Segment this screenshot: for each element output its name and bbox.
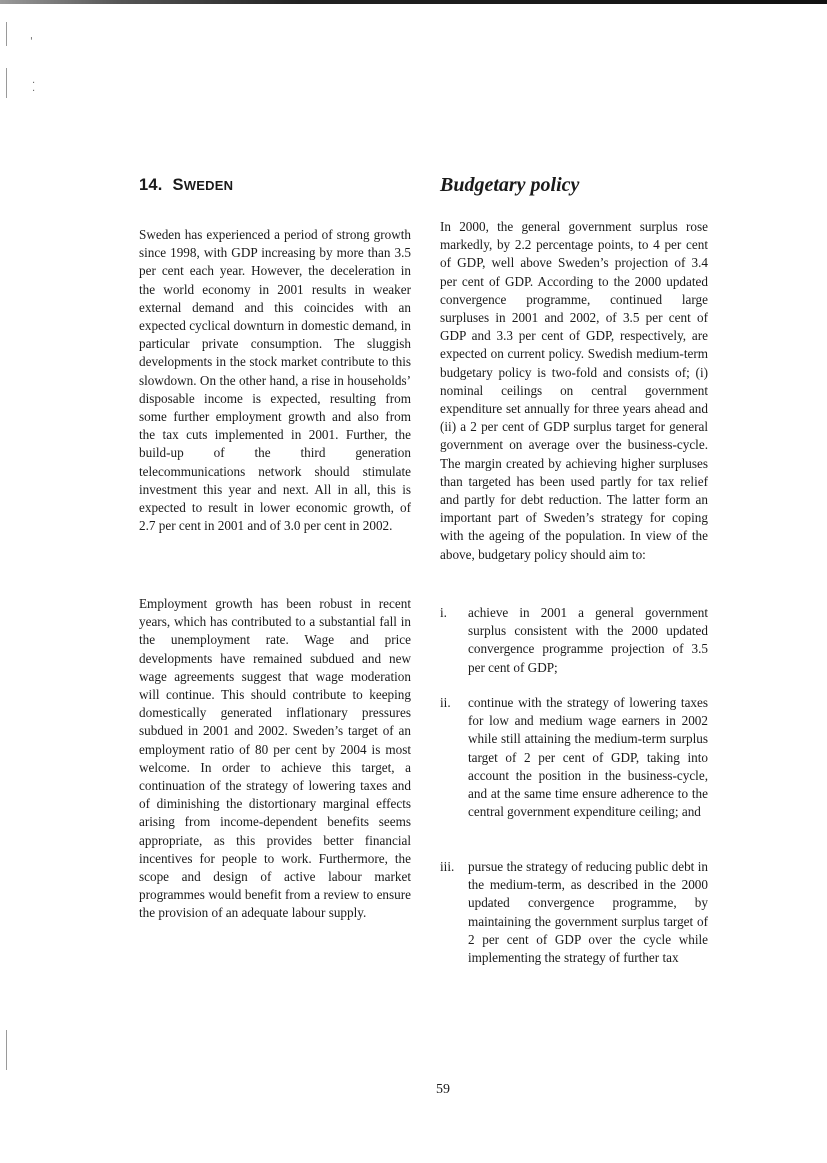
right-intro-paragraph: In 2000, the general government surplus rose markedly, by 2.2 percentage points, to 4 per cent of GDP, well above Sweden’s projection of 3.4 per cent of GDP. According to the 2000 updated convergence programme, continued large surpluses in 2001 and 2002, of 3.5 per cent of GDP and 3.3 per cent of GDP, respectively, are expected on current policy. Swedish medium-term budgetary policy is two-fold and consists of; (i) nominal ceilings on central government expenditure set annually for three years ahead and (ii) a 2 per cent of GDP surplus target for general government on average over the business-cycle. The margin created by achieving higher surpluses than targeted has been used partly for tax relief and partly for debt reduction. The latter form an important part of Sweden’s strategy for coping with the ageing of the population. In view of the above, budgetary policy should aim to: — [440, 219, 708, 562]
top-border-rule — [0, 0, 827, 4]
scan-margin-mark — [6, 22, 7, 46]
page-number: 59 — [436, 1082, 450, 1097]
left-paragraph-1: Sweden has experienced a period of strong growth since 1998, with GDP increasing by more than 3.5 per cent each year. However, the deceleration in the world economy in 2001 results in weaker external demand and this coincides with an expected cyclical downturn in domestic demand, in particular private consumption. The sluggish developments in the stock market contribute to this slowdown. On the other hand, a rise in households’ disposable income is expected, resulting from some further employment growth and also from the tax cuts implemented in 2001. Further, the build-up of the third generation telecommunications network should stimulate investment this year and next. All in all, this is expected to result in lower economic growth, of 2.7 per cent in 2001 and of 3.0 per cent in 2002. — [139, 227, 411, 534]
left-paragraph-2: Employment growth has been robust in recent years, which has contributed to a substantial fall in the unemployment rate. Wage and price developments have remained subdued and new wage agreements suggest that wage moderation will continue. This should contribute to keeping domestically generated inflationary pressures subdued in 2001 and 2002. Sweden’s target of an employment ratio of 80 per cent by 2004 is most welcome. In order to achieve this target, a continuation of the strategy of lowering taxes and of diminishing the distortionary marginal effects arising from income-dependent benefits seems appropriate, as this provides better financial incentives for people to work. Furthermore, the scope and design of active labour market programmes would benefit from a review to ensure the provision of an adequate labour supply. — [139, 596, 411, 921]
scan-margin-mark — [6, 68, 7, 98]
scan-margin-mark — [6, 1030, 7, 1070]
section-title-rest: WEDEN — [183, 178, 234, 193]
list-item-text: pursue the strategy of reducing public debt in the medium-term, as described in the 2000 updated convergence programme, by maintaining the government surplus target of 2 per cent of GDP over the cycle while implementing the strategy of further tax — [468, 859, 708, 966]
list-item-text: continue with the strategy of lowering taxes for low and medium wage earners in 2002 while still attaining the medium-term surplus target of 2 per cent of GDP, taking into account the position in the business-cycle, and at the same time ensure adherence to the central government expenditure ceiling; and — [468, 695, 708, 820]
section-heading — [139, 176, 233, 195]
scan-speck: · — [32, 78, 36, 89]
section-number: 14. — [139, 176, 163, 194]
scan-speck: ' — [30, 36, 33, 47]
list-marker: iii. — [440, 859, 455, 874]
list-marker: i. — [440, 605, 447, 620]
subsection-heading: Budgetary policy — [440, 174, 580, 196]
list-marker: ii. — [440, 695, 451, 710]
list-item-text: achieve in 2001 a general government surplus consistent with the 2000 updated convergence programme projection of 3.5 per cent of GDP; — [468, 605, 708, 675]
scan-speck: · — [32, 86, 36, 97]
section-title-initial: S — [172, 176, 184, 194]
